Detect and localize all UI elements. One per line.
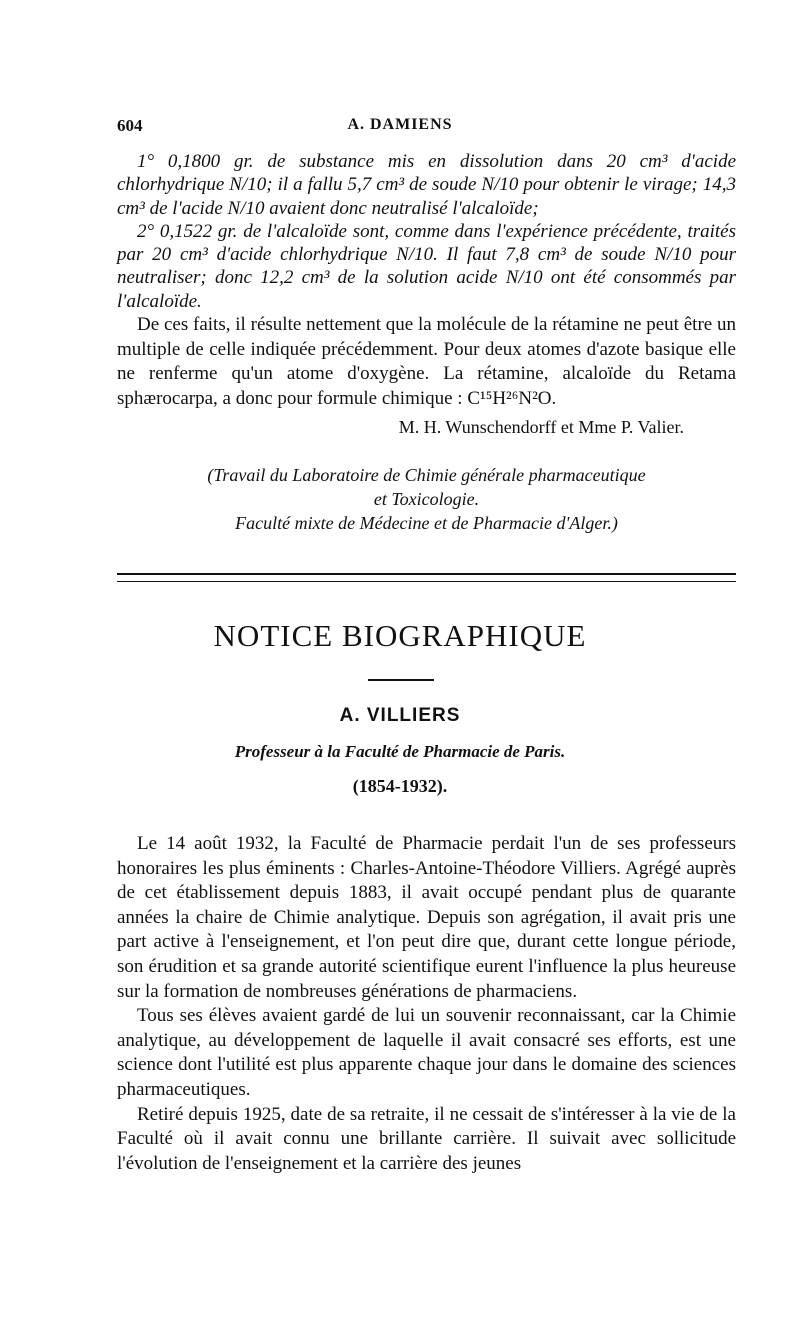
experiment-item-2: 2° 0,1522 gr. de l'alcaloïde sont, comme dans l'expérience précédente, traités par 20 cm³ d'acide chlorhydrique N/10. Il faut 7,8 cm³ de soude N/10 pour neutraliser; donc 12,2 cm³ de la solution acide N/10 ont été consommés par l'alcaloïde. bbox=[117, 220, 736, 312]
section-divider bbox=[117, 573, 736, 582]
biography-paragraph-3: Retiré depuis 1925, date de sa retraite, il ne cessait de s'intéresser à la vie de la Faculté où il avait connu une brillante carrière. Il suivait avec sollicitude l'évolution de l'enseignement et la carrière des jeunes bbox=[117, 1103, 736, 1174]
lab-credit-line-1: (Travail du Laboratoire de Chimie générale pharmaceutique bbox=[207, 465, 646, 486]
page-number: 604 bbox=[117, 116, 143, 135]
conclusion-paragraph: De ces faits, il résulte nettement que la molécule de la rétamine ne peut être un multiple de celle indiquée précédemment. Pour deux atomes d'azote basique elle ne renferme qu'un atome d'oxygène. La rétamine, alcaloïde du Retama sphærocarpa, a donc pour formule chimique : C¹⁵H²⁶N²O. bbox=[117, 314, 736, 409]
lab-credit-line-3: Faculté mixte de Médecine et de Pharmacie d'Alger.) bbox=[235, 513, 618, 534]
lab-credit bbox=[117, 463, 736, 535]
running-head bbox=[0, 116, 800, 140]
biography-paragraph-1: Le 14 août 1932, la Faculté de Pharmacie perdait l'un de ses professeurs honoraires les plus éminents : Charles-Antoine-Théodore Villiers. Agrégé auprès de cet établissement depuis 1883, il avait occupé pendant plus de quarante années la chaire de Chimie analytique. Depuis son agrégation, il avait pris une part active à l'enseignement, et l'on peut dire que, durant cette longue période, son érudition et sa grande autorité scientifique eurent l'influence la plus heureuse sur la formation de nombreuses générations de pharmaciens. bbox=[117, 833, 736, 1002]
experiment-item-1: 1° 0,1800 gr. de substance mis en dissolution dans 20 cm³ d'acide chlorhydrique N/10; il a fallu 5,7 cm³ de soude N/10 pour obtenir le virage; 14,3 cm³ de l'acide N/10 avaient donc neutralisé l'alcaloïde; bbox=[117, 151, 736, 219]
biography-section bbox=[117, 832, 736, 1176]
notice-title: NOTICE BIOGRAPHIQUE bbox=[213, 618, 587, 653]
title-underline bbox=[368, 679, 434, 681]
experiment-section bbox=[117, 150, 736, 535]
running-head-author: A. DAMIENS bbox=[347, 116, 453, 133]
notice-subject: A. VILLIERS bbox=[339, 705, 461, 726]
signature: M. H. Wunschendorff et Mme P. Valier. bbox=[398, 417, 684, 438]
notice-role: Professeur à la Faculté de Pharmacie de Paris. bbox=[234, 742, 566, 761]
biography-paragraph-2: Tous ses élèves avaient gardé de lui un souvenir reconnaissant, car la Chimie analytique, au développement de laquelle il avait consacré ses efforts, est une science dont l'utilité est plus apparente chaque jour dans le domaine des sciences pharmaceutiques. bbox=[117, 1005, 736, 1100]
notice-dates: (1854-1932). bbox=[352, 776, 448, 796]
lab-credit-line-2: et Toxicologie. bbox=[373, 489, 480, 510]
